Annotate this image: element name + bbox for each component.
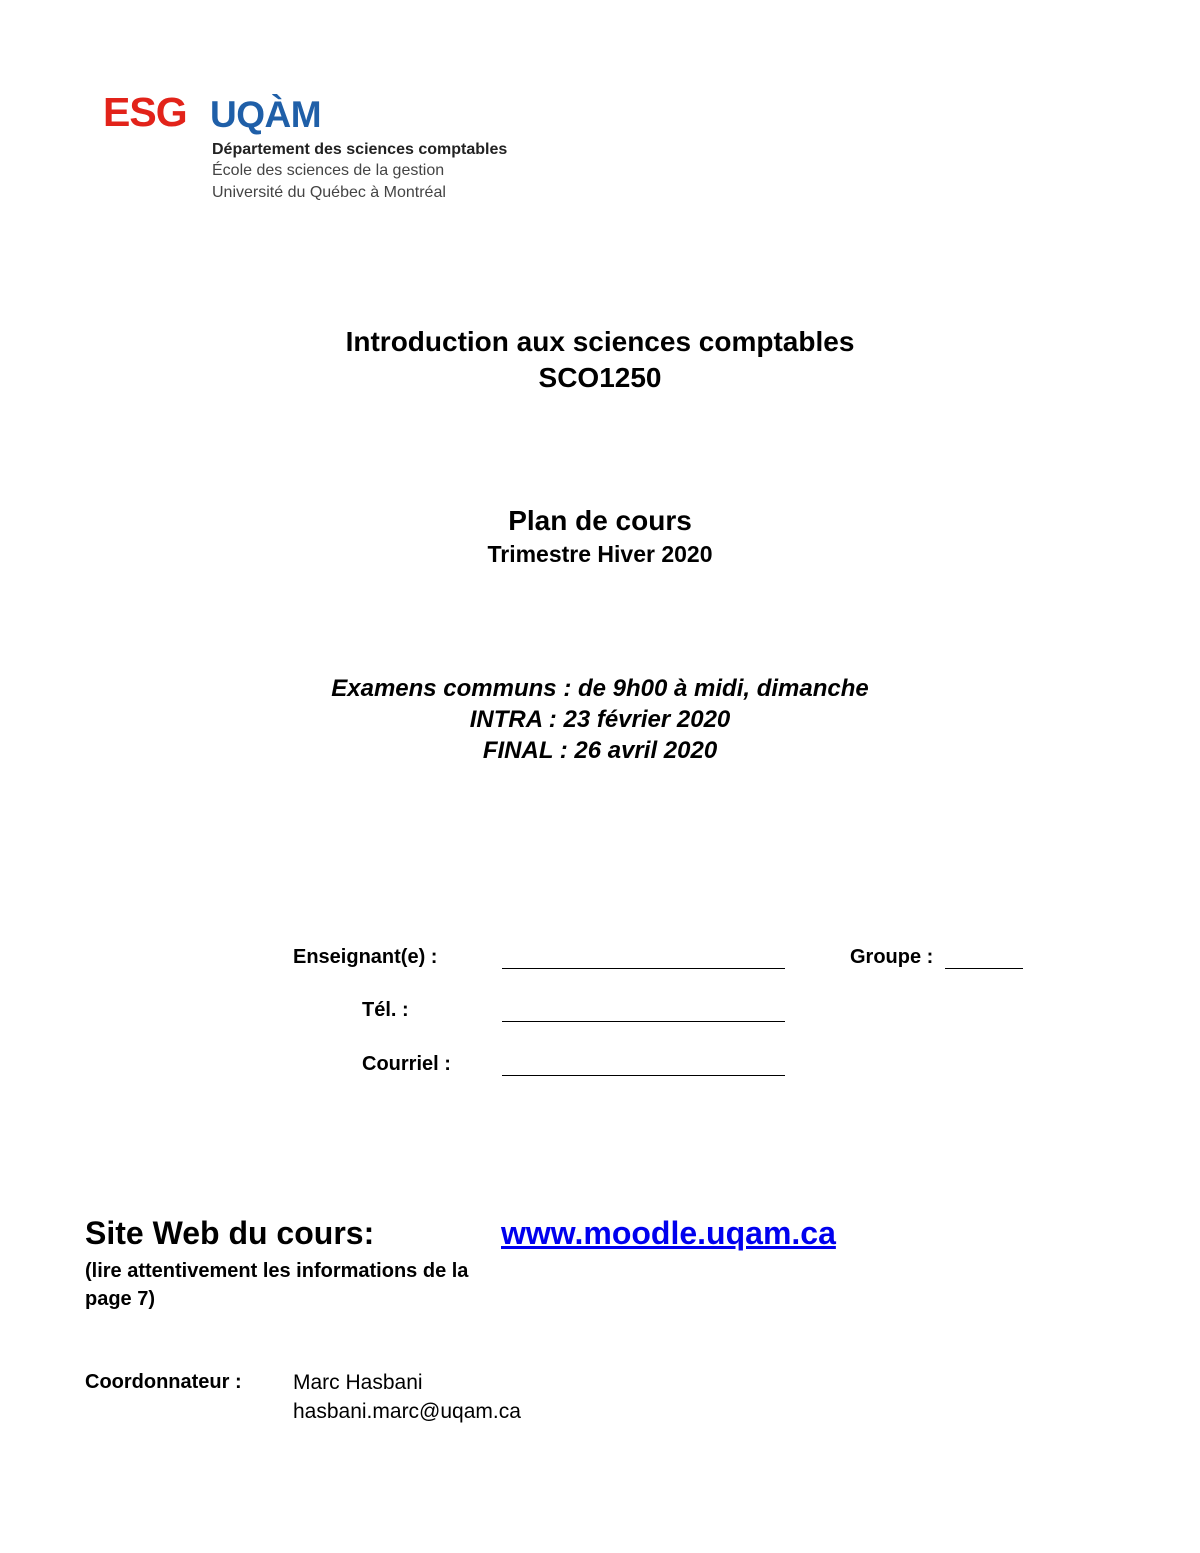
teacher-label: Enseignant(e) : (293, 946, 438, 968)
plan-title: Plan de cours (508, 505, 692, 536)
course-title: Introduction aux sciences comptables (345, 326, 855, 357)
website-label: Site Web du cours: (85, 1215, 375, 1251)
website-link[interactable]: www.moodle.uqam.ca (501, 1215, 836, 1251)
phone-label: Tél. : (362, 999, 409, 1021)
group-field[interactable] (945, 968, 1023, 969)
coordinator-label: Coordonnateur : (85, 1371, 242, 1393)
course-code: SCO1250 (538, 362, 662, 393)
uqam-logo: UQÀM (210, 94, 322, 135)
group-label: Groupe : (850, 946, 934, 968)
exam-schedule: Examens communs : de 9h00 à midi, dimanche (331, 675, 869, 702)
coordinator-email: hasbani.marc@uqam.ca (293, 1400, 521, 1423)
email-label: Courriel : (362, 1053, 451, 1075)
school-name: École des sciences de la gestion (212, 162, 445, 179)
university-name: Université du Québec à Montréal (212, 184, 446, 201)
exam-final: FINAL : 26 avril 2020 (482, 737, 718, 764)
email-field[interactable] (502, 1075, 785, 1076)
teacher-field[interactable] (502, 968, 785, 969)
department-name: Département des sciences comptables (212, 141, 508, 158)
phone-field[interactable] (502, 1021, 785, 1022)
exam-intra: INTRA : 23 février 2020 (469, 706, 731, 733)
coordinator-name: Marc Hasbani (293, 1371, 423, 1394)
website-note: (lire attentivement les informations de la page 7) (85, 1260, 469, 1310)
term-label: Trimestre Hiver 2020 (487, 541, 713, 567)
esg-logo: ESG (103, 89, 187, 135)
